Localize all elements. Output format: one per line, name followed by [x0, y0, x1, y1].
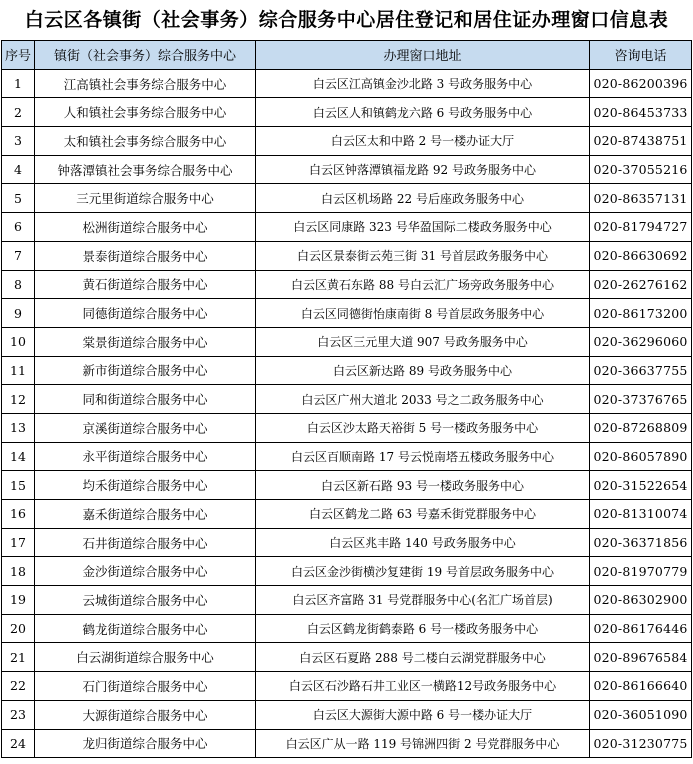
- row-phone: 020-86357131: [590, 184, 692, 213]
- row-address: 白云区齐富路 31 号党群服务中心(名汇广场首层): [256, 586, 590, 615]
- row-center: 黄石街道综合服务中心: [35, 270, 256, 299]
- table-row: [2, 500, 692, 529]
- table-row: [2, 327, 692, 356]
- row-index: 6: [2, 213, 35, 242]
- row-center: 均禾街道综合服务中心: [35, 471, 256, 500]
- row-phone: 020-86302900: [590, 586, 692, 615]
- row-phone: 020-86200396: [590, 69, 692, 98]
- row-phone: 020-81310074: [590, 500, 692, 529]
- row-phone: 020-31230775: [590, 729, 692, 758]
- row-index: 19: [2, 586, 35, 615]
- row-index: 24: [2, 729, 35, 758]
- row-index: 3: [2, 127, 35, 156]
- row-address: 白云区鹤龙二路 63 号嘉禾街党群服务中心: [256, 500, 590, 529]
- row-index: 15: [2, 471, 35, 500]
- row-center: 棠景街道综合服务中心: [35, 327, 256, 356]
- row-center: 鹤龙街道综合服务中心: [35, 614, 256, 643]
- row-address: 白云区大源街大源中路 6 号一楼办证大厅: [256, 700, 590, 729]
- row-center: 嘉禾街道综合服务中心: [35, 500, 256, 529]
- row-phone: 020-36051090: [590, 700, 692, 729]
- row-center: 石井街道综合服务中心: [35, 528, 256, 557]
- row-address: 白云区三元里大道 907 号政务服务中心: [256, 327, 590, 356]
- row-phone: 020-31522654: [590, 471, 692, 500]
- row-index: 23: [2, 700, 35, 729]
- row-address: 白云区石沙路石井工业区一横路12号政务服务中心: [256, 672, 590, 701]
- row-phone: 020-81794727: [590, 213, 692, 242]
- row-phone: 020-36296060: [590, 327, 692, 356]
- table-row: [2, 127, 692, 156]
- row-center: 江高镇社会事务综合服务中心: [35, 69, 256, 98]
- row-index: 20: [2, 614, 35, 643]
- row-address: 白云区太和中路 2 号一楼办证大厅: [256, 127, 590, 156]
- row-phone: 020-86173200: [590, 299, 692, 328]
- row-center: 松洲街道综合服务中心: [35, 213, 256, 242]
- table-row: [2, 98, 692, 127]
- row-index: 4: [2, 155, 35, 184]
- row-index: 21: [2, 643, 35, 672]
- table-row: [2, 270, 692, 299]
- row-phone: 020-37055216: [590, 155, 692, 184]
- row-address: 白云区兆丰路 140 号政务服务中心: [256, 528, 590, 557]
- table-row: [2, 729, 692, 758]
- row-index: 5: [2, 184, 35, 213]
- row-center: 金沙街道综合服务中心: [35, 557, 256, 586]
- row-center: 同德街道综合服务中心: [35, 299, 256, 328]
- row-address: 白云区鹤龙街鹤泰路 6 号一楼政务服务中心: [256, 614, 590, 643]
- row-center: 景泰街道综合服务中心: [35, 241, 256, 270]
- row-phone: 020-86166640: [590, 672, 692, 701]
- row-index: 22: [2, 672, 35, 701]
- row-address: 白云区同德街怡康南街 8 号首层政务服务中心: [256, 299, 590, 328]
- row-phone: 020-81970779: [590, 557, 692, 586]
- table-row: [2, 586, 692, 615]
- row-phone: 020-87268809: [590, 413, 692, 442]
- table-body: [2, 69, 692, 758]
- row-index: 13: [2, 413, 35, 442]
- row-center: 永平街道综合服务中心: [35, 442, 256, 471]
- row-phone: 020-89676584: [590, 643, 692, 672]
- row-phone: 020-86630692: [590, 241, 692, 270]
- row-phone: 020-86176446: [590, 614, 692, 643]
- page-title: 白云区各镇街（社会事务）综合服务中心居住登记和居住证办理窗口信息表: [24, 9, 669, 31]
- row-center: 三元里街道综合服务中心: [35, 184, 256, 213]
- row-index: 14: [2, 442, 35, 471]
- row-index: 12: [2, 385, 35, 414]
- row-address: 白云区百顺南路 17 号云悦南塔五楼政务服务中心: [256, 442, 590, 471]
- table-row: [2, 442, 692, 471]
- row-phone: 020-36371856: [590, 528, 692, 557]
- row-address: 白云区人和镇鹤龙六路 6 号政务服务中心: [256, 98, 590, 127]
- row-index: 7: [2, 241, 35, 270]
- row-center: 石门街道综合服务中心: [35, 672, 256, 701]
- row-address: 白云区景泰街云苑三街 31 号首层政务服务中心: [256, 241, 590, 270]
- row-center: 大源街道综合服务中心: [35, 700, 256, 729]
- row-center: 同和街道综合服务中心: [35, 385, 256, 414]
- row-address: 白云区金沙街横沙复建街 19 号首层政务服务中心: [256, 557, 590, 586]
- table-row: [2, 299, 692, 328]
- row-address: 白云区黄石东路 88 号白云汇广场旁政务服务中心: [256, 270, 590, 299]
- row-index: 17: [2, 528, 35, 557]
- header-address: 办理窗口地址: [256, 41, 590, 70]
- info-table: [1, 40, 692, 758]
- row-index: 16: [2, 500, 35, 529]
- row-address: 白云区新达路 89 号政务服务中心: [256, 356, 590, 385]
- row-center: 人和镇社会事务综合服务中心: [35, 98, 256, 127]
- row-address: 白云区石夏路 288 号二楼白云湖党群服务中心: [256, 643, 590, 672]
- table-row: [2, 213, 692, 242]
- row-address: 白云区广州大道北 2033 号之二政务服务中心: [256, 385, 590, 414]
- row-phone: 020-87438751: [590, 127, 692, 156]
- row-center: 钟落潭镇社会事务综合服务中心: [35, 155, 256, 184]
- header-index: 序号: [2, 41, 35, 70]
- table-row: [2, 413, 692, 442]
- row-address: 白云区沙太路天裕街 5 号一楼政务服务中心: [256, 413, 590, 442]
- row-address: 白云区江高镇金沙北路 3 号政务服务中心: [256, 69, 590, 98]
- table-row: [2, 471, 692, 500]
- row-phone: 020-37376765: [590, 385, 692, 414]
- table-header-row: [2, 41, 692, 70]
- table-row: [2, 643, 692, 672]
- header-phone: 咨询电话: [590, 41, 692, 70]
- table-row: [2, 184, 692, 213]
- row-center: 白云湖街道综合服务中心: [35, 643, 256, 672]
- row-center: 新市街道综合服务中心: [35, 356, 256, 385]
- row-center: 云城街道综合服务中心: [35, 586, 256, 615]
- table-row: [2, 672, 692, 701]
- table-row: [2, 241, 692, 270]
- row-index: 2: [2, 98, 35, 127]
- row-address: 白云区钟落潭镇福龙路 92 号政务服务中心: [256, 155, 590, 184]
- row-center: 龙归街道综合服务中心: [35, 729, 256, 758]
- table-row: [2, 528, 692, 557]
- row-phone: 020-86057890: [590, 442, 692, 471]
- table-row: [2, 614, 692, 643]
- row-address: 白云区广从一路 119 号锦洲四街 2 号党群服务中心: [256, 729, 590, 758]
- table-row: [2, 700, 692, 729]
- row-address: 白云区同康路 323 号华盈国际二楼政务服务中心: [256, 213, 590, 242]
- table-row: [2, 155, 692, 184]
- row-index: 18: [2, 557, 35, 586]
- table-row: [2, 557, 692, 586]
- row-phone: 020-36637755: [590, 356, 692, 385]
- row-address: 白云区新石路 93 号一楼政务服务中心: [256, 471, 590, 500]
- row-center: 京溪街道综合服务中心: [35, 413, 256, 442]
- table-row: [2, 385, 692, 414]
- table-row: [2, 356, 692, 385]
- row-index: 8: [2, 270, 35, 299]
- row-index: 9: [2, 299, 35, 328]
- row-index: 11: [2, 356, 35, 385]
- row-index: 10: [2, 327, 35, 356]
- table-row: [2, 69, 692, 98]
- row-index: 1: [2, 69, 35, 98]
- row-phone: 020-86453733: [590, 98, 692, 127]
- header-center: 镇街（社会事务）综合服务中心: [35, 41, 256, 70]
- row-address: 白云区机场路 22 号后座政务服务中心: [256, 184, 590, 213]
- row-phone: 020-26276162: [590, 270, 692, 299]
- row-center: 太和镇社会事务综合服务中心: [35, 127, 256, 156]
